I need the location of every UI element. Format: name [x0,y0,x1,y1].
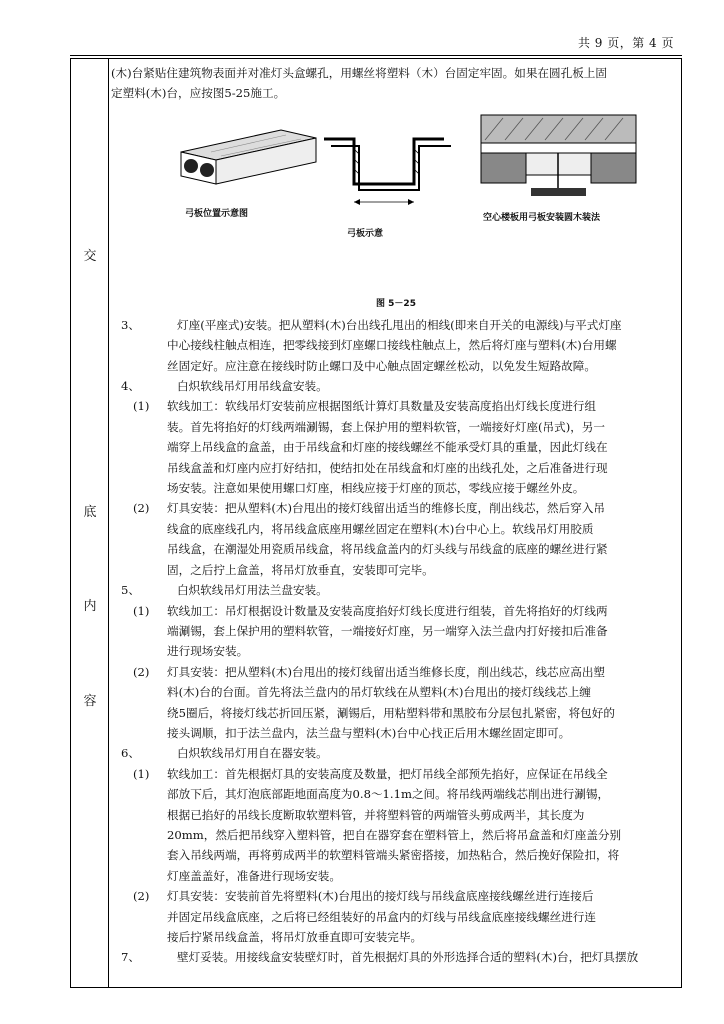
paragraph-line [111,907,681,927]
paragraph-line [111,825,681,845]
paragraph-line [111,580,681,600]
paragraph-line [111,396,681,416]
item-text: 灯具安装：安装前首先将塑料(木)台甩出的接灯线与吊线盒底座接线螺丝进行连接后 [167,889,594,904]
item-text: 灯座盖盖好，准备进行现场安装。 [167,868,341,883]
item-text: 根据已掐好的吊线长度断取软塑料管，并将塑料管的两端管头剪成两半，其长度为 [167,807,585,822]
item-number: 7、 [121,950,140,965]
item-text: 软线加工：软线吊灯安装前应根据图纸计算灯具数量及安装高度掐出灯线长度进行组 [167,399,596,414]
paragraph-line [111,703,681,723]
side-label-column [71,59,109,987]
paragraph-line [111,315,681,335]
item-text: 灯座(平座式)安装。把从塑料(木)台出线孔甩出的相线(即来自开关的电源线)与平式灯座 [177,317,622,332]
paragraph-line [111,539,681,559]
item-text: 绕5圈后，将接灯线芯折回压紧，涮锡后，用粘塑料带和黑胶布分层包扎紧密，将包好的 [167,705,615,720]
paragraph-line [111,621,681,641]
paragraph-line [111,356,681,376]
intro-line: 定塑料(木)台，应按图5-25施工。 [111,86,286,101]
item-text: 软线加工：吊灯根据设计数量及安装高度掐好灯线长度进行组装，首先将掐好的灯线两 [167,603,608,618]
hollow-slab-illustration [171,122,321,192]
header-rule [70,55,682,56]
item-text: 装。首先将掐好的灯线两端涮锡，套上保护用的塑料软管，一端接好灯座(吊式)，另一 [167,419,606,434]
paragraph-line [111,458,681,478]
paragraph-line [111,417,681,437]
item-text: 并固定吊线盒底座，之后将已经组装好的吊盒内的灯线与吊线盒底座接线螺丝进行连 [167,909,596,924]
item-number: (2) [133,664,150,679]
side-label-char: 容 [83,694,97,709]
item-text: 丝固定好。应注意在接线时防止螺口及中心触点固定螺丝松动，以免发生短路故障。 [167,358,596,373]
paragraph-line [111,805,681,825]
item-number: (1) [133,399,150,414]
intro-line: (木)台紧贴住建筑物表面并对准灯头盒螺孔，用螺丝将塑料（木）台固定牢固。如果在圆孔板上固 [111,66,607,80]
item-text: 端穿上吊线盒的盒盖，由于吊线盒和灯座的接线螺丝不能承受灯具的重量，因此灯线在 [167,440,608,455]
item-number: (1) [133,603,150,618]
paragraph-line [111,560,681,580]
item-text: 吊线盒，在潮湿处用瓷质吊线盒，将吊线盒盖内的灯头线与吊线盒的底座的螺丝进行紧 [167,542,608,557]
figure-label-middle: 弓板示意 [347,228,384,239]
side-label-char: 交 [83,249,97,264]
paragraph-line [111,519,681,539]
item-number: 5、 [121,583,140,598]
content-area [111,63,681,968]
item-text: 白炽软线吊灯用自在器安装。 [177,746,328,761]
item-text: 吊线盒盖和灯座内应打好结扣，使结扣处在吊线盒和灯座的出线孔处，之后准备进行现 [167,460,608,475]
paragraph-line [111,886,681,906]
figure-label-right: 空心楼板用弓板安装圆木装法 [483,212,601,223]
paragraph-line [111,498,681,518]
paragraph-line [111,764,681,784]
item-text: 套入吊线两端，再将剪成两半的软塑料管端头紧密搭接，加热粘合，然后挽好保险扣，将 [167,848,620,863]
item-text: 白炽软线吊灯用法兰盘安装。 [177,583,328,598]
paragraph-line [111,866,681,886]
item-text: 接后拧紧吊线盒盖，将吊灯放垂直即可安装完毕。 [167,930,423,944]
paragraph-line [111,335,681,355]
item-number: (2) [133,889,150,904]
item-text: 料(木)台的台面。首先将法兰盘内的吊灯软线在从塑料(木)台甩出的接灯线线芯上缠 [167,685,591,700]
paragraph-line [111,743,681,763]
table-frame [70,58,682,988]
figure-caption: 图 5－25 [376,298,416,309]
side-label-char: 底 [83,505,97,520]
paragraph-line [111,947,681,967]
paragraph-line [111,845,681,865]
item-text: 软线加工：首先根据灯具的安装高度及数量，把灯吊线全部预先掐好，应保证在吊线全 [167,766,608,781]
item-list [111,315,681,968]
item-text: 线盒的底座线孔内，将吊线盒底座用螺丝固定在塑料(木)台中心上。软线吊灯用胶质 [167,521,594,536]
item-text: 壁灯妥装。用接线盒安装壁灯时，首先根据灯具的外形选择合适的塑料(木)台，把灯具摆放 [177,950,639,965]
page-number: 共 9 页，第 4 页 [577,36,674,50]
item-number: 4、 [121,379,140,394]
item-text: 部放下后，其灯泡底部距地面高度为0.8～1.1m之间。将吊线两端线芯削出进行涮锡， [167,787,610,802]
item-text: 端涮锡，套上保护用的塑料软管，一端接好灯座，另一端穿入法兰盘内打好接扣后准备 [167,623,608,638]
item-text: 进行现场安装。 [167,644,249,659]
figure-5-25 [111,104,681,315]
paragraph-line [111,601,681,621]
item-number: (2) [133,501,150,516]
item-text: 接头调顺，扣于法兰盘内，法兰盘与塑料(木)台中心找正后用木螺丝固定即可。 [167,725,571,740]
paragraph-line [111,478,681,498]
paragraph-line [111,662,681,682]
paragraph-line [111,641,681,661]
paragraph-line [111,927,681,947]
item-text: 灯具安装：把从塑料(木)台甩出的接灯线留出适当的维修长度，削出线芯，然后穿入吊 [167,501,606,516]
figure-label-left: 弓板位置示意图 [185,208,249,219]
section-view-illustration [471,110,646,205]
item-text: 灯具安装：把从塑料(木)台甩出的接灯线留出适当维修长度，削出线芯，线芯应高出塑 [167,664,606,679]
item-number: 6、 [121,746,140,761]
paragraph-line [111,437,681,457]
paragraph-line [111,376,681,396]
item-text: 白炽软线吊灯用吊线盒安装。 [177,379,328,394]
paragraph-line [111,784,681,804]
paragraph-line [111,682,681,702]
item-text: 固，之后拧上盒盖，将吊灯放垂直，安装即可完毕。 [167,562,434,577]
bow-plate-illustration [319,124,459,209]
side-label-char: 内 [83,599,97,614]
paragraph-line [111,723,681,743]
item-text: 场安装。注意如果使用螺口灯座，相线应接于灯座的顶芯，零线应接于螺丝外皮。 [167,481,585,496]
item-number: (1) [133,766,150,781]
item-text: 中心接线柱触点相连，把零线接到灯座螺口接线柱触点上，然后将灯座与塑料(木)台用螺 [167,338,617,353]
item-text: 20mm，然后把吊线穿入塑料管，把自在器穿套在塑料管上，然后将吊盒盖和灯座盖分别 [167,827,622,842]
item-number: 3、 [121,317,140,332]
